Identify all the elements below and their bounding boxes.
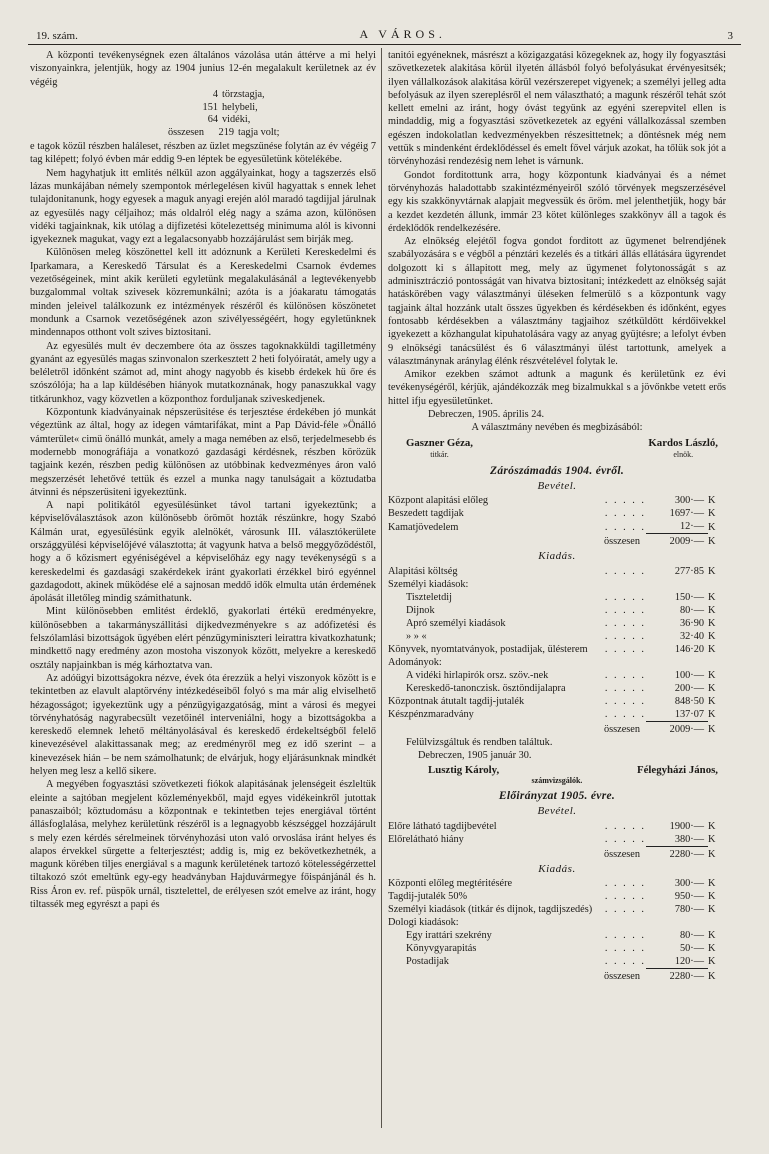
ledger-currency: K [708, 877, 716, 889]
member-count-list [30, 89, 376, 140]
ledger-currency: K [708, 495, 716, 507]
ledger-label: Személyi kiadások (titkár és dijnok, tagdijszedés) [388, 903, 593, 915]
ledger-total-currency: K [708, 970, 716, 982]
ledger-total-label: összesen [603, 723, 640, 735]
ledger-row [388, 604, 726, 617]
ledger-currency: K [708, 565, 716, 577]
ledger-leader: . . . . . [604, 942, 646, 954]
ledger-amount: 1697·— [669, 508, 704, 520]
ledger-row [388, 494, 726, 507]
ledger-amount [646, 656, 708, 669]
ledger-leader: . . . . . [604, 630, 646, 642]
ledger-amount: 300·— [674, 877, 704, 889]
income-title: Bevétel. [537, 479, 577, 492]
ledger-label: Személyi kiadások: [388, 578, 469, 590]
ledger-total-label: összesen [603, 848, 640, 860]
member-total-row [44, 127, 279, 140]
ledger-label: Egy irattári szekrény [406, 929, 492, 941]
ledger-row [388, 695, 726, 708]
ledger-leader: . . . . . [604, 929, 646, 941]
ledger-amount: 120·— [674, 955, 704, 967]
ledger-amount: 100·— [674, 669, 704, 681]
ledger-row [388, 929, 726, 942]
expense-table [388, 565, 726, 736]
audit-line: Felülvizsgáltuk és rendben találtuk. [406, 736, 553, 748]
ledger-currency: K [708, 682, 716, 694]
ledger-leader: . . . . . [604, 820, 646, 832]
ledger-leader: . . . . . [604, 682, 646, 694]
ledger-total-amount: 2280·— [646, 846, 708, 861]
member-count: 64 [207, 114, 218, 126]
member-total-label: összesen [167, 127, 204, 139]
ledger-row [388, 916, 726, 929]
signature-auditor-1: Lusztig Károly, [428, 764, 500, 777]
paragraph: tanitói egyéneknek, másrészt a közigazgatási közegeknek az, hogy ily fogyasztási szövetkezetek alakitása körül ilyetén állásból folyó befolyásukat érvényesitsék; ilyen vállalkozások alakitása körül vezérszerepet vigyenek; a személyi jelleg adta befolyásuk az ilyen szereplésről el nem választható; a magunk részéről tehát szót kellett emelni az iránt, hogy óvást tegyünk az egyéni szerepvitel ellen is mindaddig, mig a fogyasztási szövetkezetek az egyéni vállalkozással szemben egészen indokolatlan kedvezményekben részesittetnek; a döntésnek még nem vettük s mindenként érdeklődéssel és emelt fővel várjuk azokat, ha tőlük sok jót a törvényhozási rendezésig nem lehet is várnunk. [388, 50, 726, 168]
ledger-leader: . . . . . [604, 565, 646, 577]
ledger-amount: 380·— [674, 833, 704, 845]
ledger-row [388, 942, 726, 955]
ledger-label: Központ alapitási előleg [388, 495, 489, 507]
issue-number: 19. szám. [36, 30, 78, 42]
paragraph: Nem hagyhatjuk itt emlités nélkül azon aggályainkat, hogy a tagszerzés első lázas munkájában némely szempontok mérlegelésen kivül hagyattak s ennek lehet tulajdonitanunk, hogy egyesek a maguk anyagi erején alól maradó tagdijjal járulnak az egyesülés nagy céljaihoz; más oldalról elég nagy a száma azon, különösen vidéki tagjainknak, kik utólag a dijfizetési kötelezettség minimuma alól is kivonni igyekeznek magukat, vagy ezt a legalacsonyabb hozzájárulást sem birják meg. [30, 167, 376, 246]
ledger-currency: K [708, 508, 716, 520]
ledger-total-amount: 2280·— [646, 968, 708, 983]
ledger-total-row [388, 968, 726, 983]
ledger-row [388, 820, 726, 833]
ledger-total-amount: 2009·— [646, 534, 708, 549]
ledger-currency: K [708, 890, 716, 902]
budget-income-table [388, 820, 726, 861]
ledger-label: Könyvek, nyomtatványok, postadijak, ülésterem [388, 643, 588, 655]
ledger-currency: K [708, 643, 716, 655]
ledger-leader: . . . . . [604, 695, 646, 707]
ledger-row [388, 903, 726, 916]
signature-president [648, 437, 718, 461]
ledger-row [388, 565, 726, 578]
ledger-currency: K [708, 630, 716, 642]
member-row [194, 102, 258, 115]
ledger-amount [646, 578, 708, 591]
paragraph: A központi tevékenységnek ezen általános vázolása után áttérve a mi helyi viszonyainkra, jelentjük, hogy az 1904 junius 12-én megalakult kerületnek az év végéig [30, 50, 376, 88]
ledger-label: A vidéki hirlapirók orsz. szöv.-nek [406, 669, 549, 681]
closing-accounts-title: Zárószámadás 1904. évről. [490, 464, 624, 477]
mandate-line: A választmány nevében és megbizásából: [471, 422, 643, 434]
paragraph: A megyében fogyasztási szövetkezeti fiókok alapitásának jelenségeit észleltük eleinte a sajtóban megjelent közleményekből, majd egyes vidékeinkről jutottak panaszaiból; köztudomásu a központnak e tekintetben tejes energiával történt állásfoglalása, melyhez kerületünk részéről is a legnagyobb készséggel hozzájárult s mely ezen kérdés sérelmeinek törvényhozási uton való orvoslása iránt helyes és alapos érvekkel sürgette a felterjesztést; addig is, mig ez bekövetkezhetnék, a magunk körében tiljes energiával s a magunk kerületének tartozó kötelességérzettel tiltakozó szót emeltünk egy-egy headványban Hajduvármegye főispánjánál és h. Riss Áron ev. ref. püspök urnál, tisztelettel, de erélyesen szót emelve az iránt, hogy tiltassék meg egyrészt a papi és [30, 779, 376, 910]
ledger-row [388, 682, 726, 695]
ledger-currency [708, 578, 726, 591]
ledger-amount: 150·— [674, 591, 704, 603]
ledger-amount: 780·— [674, 903, 704, 915]
ledger-currency: K [708, 604, 716, 616]
ledger-row [388, 955, 726, 969]
ledger-currency: K [708, 617, 716, 629]
ledger-currency: K [708, 669, 716, 681]
ledger-label: Dologi kiadások: [388, 916, 459, 928]
member-label: törzstagja, [222, 88, 265, 100]
ledger-leader: . . . . . [604, 617, 646, 629]
ledger-label: Kereskedő-tanonczisk. ösztöndijalapra [406, 682, 566, 694]
ledger-label: Tiszteletdij [406, 591, 452, 603]
header-rule [28, 44, 741, 45]
column-divider [381, 48, 382, 1128]
ledger-label: Beszedett tagdijak [388, 508, 464, 520]
income-table [388, 494, 726, 548]
ledger-amount: 137·07 [674, 708, 704, 720]
signature-secretary [406, 437, 473, 461]
budget-income-title: Bevétel. [537, 805, 577, 818]
ledger-currency: K [708, 695, 716, 707]
ledger-currency: K [708, 929, 716, 941]
ledger-label: Apró személyi kiadások [406, 617, 506, 629]
ledger-label: Adományok: [388, 656, 442, 668]
ledger-amount: 277·85 [674, 565, 704, 577]
ledger-leader: . . . . . [604, 834, 646, 846]
ledger-currency: K [708, 521, 716, 533]
auditor-signature-row [388, 764, 726, 776]
ledger-row [388, 890, 726, 903]
ledger-total-amount: 2009·— [646, 721, 708, 736]
ledger-currency: K [708, 709, 716, 720]
budget-title: Előirányzat 1905. évre. [498, 790, 616, 803]
member-total-suffix: tagja volt; [238, 127, 280, 139]
paragraph: Az egyesülés mult év deczembere óta az összes tagoknakküldi tagilletmény gyanánt az egyesülés magas szinvonalon szerkesztett 2 heti folyóiratát, amely ugy a beléletről időnként számot ad, mint ahogy nagyobb és kisebb érdekek hü őre és szószólója; ha a lap küldésében hiányok mutatkoznának, hogy panaszukkal vagy titkárunkhoz, vagy közvetlen a központhoz forduljanak sziveskedjenek. [30, 340, 376, 405]
ledger-total-row [388, 534, 726, 549]
ledger-row [388, 578, 726, 591]
ledger-total-label: összesen [603, 536, 640, 548]
ledger-label: Alapitási költség [388, 565, 458, 577]
member-count: 4 [212, 88, 218, 100]
ledger-leader: . . . . . [604, 669, 646, 681]
ledger-amount: 36·90 [679, 617, 704, 629]
ledger-total-row [388, 721, 726, 736]
paragraph: A napi politikától egyesülésünket távol tartani igyekeztünk; a képviselőválasztások azon különösebb örömöt hozták részünkre, hogy Szabó Kálmán urat, egyesülésünk egyik alelnökét, városunk III. választókerülete országgyülési képviselőjévé választotta; át vagyunk hatva a belső meggyőződéstől, hogy a ő kőzismert egyéniségével a képviselőház egy nagy tevékenységü s a kereskedelmi és gazdasági szakérdekek iránt gyakorlati érzékkel biró egyénnel gazdagodott, akinek müködése elé a sajnosan meddő idők elmulta után érdemének ápolását illetőleg mindig számithatunk. [30, 500, 376, 605]
ledger-leader: . . . . . [604, 495, 646, 507]
ledger-amount [646, 916, 708, 929]
ledger-total-currency: K [708, 848, 716, 860]
ledger-label: Előrelátható hiány [388, 834, 464, 846]
ledger-leader: . . . . . [604, 890, 646, 902]
ledger-total-row [388, 846, 726, 861]
signature-auditor-2: Félegyházi János, [637, 764, 718, 777]
ledger-leader [603, 916, 646, 929]
ledger-row [388, 507, 726, 520]
paragraph: Az adóügyi bizottságokra nézve, évek óta érezzük a helyi viszonyok között is e tekintetben az elavult alaptörvény intézkedéseiből folyó s ma már alig elviselhető hézagosságot; igyekeztünk ugy a pénzügyigazgatóság, mint a városi és megyei törvényhatóság nagyrabecsült vezetőinél interveniálni, hogy a bizottságokba a kereskedő elemnek lehető méltányolásával és kereskedő érdekeltségből felelő kinevezésével alakittassanak meg; az eredményről meg ez idő szerint – a kinevezések hián – be nem számolhatunk; de elvárjuk, hogy eljárásunknak mindkét helyen meg lesz a kellő sikere. [30, 672, 376, 778]
ledger-label: Tagdij-jutalék 50% [388, 890, 468, 902]
auditors-role: számvizsgálók. [531, 776, 583, 786]
ledger-label: Előre látható tagdijbevétel [388, 820, 497, 832]
ledger-label: Készpénzmaradvány [388, 709, 474, 720]
ledger-label: Postadijak [406, 956, 449, 968]
ledger-row [388, 520, 726, 534]
date-line: Debreczen, 1905. április 24. [428, 409, 545, 421]
signature-name: Gaszner Géza, [406, 436, 473, 449]
ledger-total-label: összesen [603, 970, 640, 982]
member-label: helybeli, [222, 101, 258, 113]
ledger-row [388, 656, 726, 669]
ledger-amount: 300·— [674, 495, 704, 507]
ledger-amount: 50·— [679, 942, 704, 954]
ledger-label: » » « [406, 630, 427, 642]
paragraph: Gondot forditottunk arra, hogy központunk kiadványai és a német törvényhozás haladottabb szakintézményeiről szóló törvények megszerzésével egy kis szakkönyvtárnak alapjait megvessük és öröm. mel jelenthetjük, hogy bár a kezdet kezdetén állunk, immár 23 kötet különleges szakkönyv áll a tagok és érdeklődők rendelkezésére. [388, 169, 726, 234]
paragraph: e tagok közül részben haláleset, részben az üzlet megszünése folytán az év végéig 7 tag kilépett; folyó évben már eddig 9-en léptek be egyesületünk kötelékébe. [30, 141, 376, 166]
ledger-amount: 80·— [679, 604, 704, 616]
member-total-count: 219 [218, 127, 234, 139]
ledger-label: Központi előleg megtéritésére [388, 877, 513, 889]
right-column [388, 49, 726, 1139]
ledger-currency [708, 656, 726, 669]
ledger-leader: . . . . . [604, 591, 646, 603]
ledger-amount: 200·— [674, 682, 704, 694]
ledger-row [388, 630, 726, 643]
ledger-leader: . . . . . [604, 903, 646, 915]
paragraph: Központunk kiadványainak népszerüsitése és terjesztése érdekében jó munkát végeztünk az által, hogy az idegen vámtarifákat, mint a Pap Dávid-féle »Önálló vámterület« cimü önálló munkát, amely a maga nemében az első, terjedelmesebb és modernebb monográfiája a vonatkozó gazdasági kérdésnek, részben körözük tagjaink kezén, részben pedig különösen az utóbbinak kedvezményes áron való megszerzését lehetővé tettük és ezzel a munka nagy tanulságait a köztudatba átvinni és népszerüsiteni igyekeztünk. [30, 407, 376, 498]
signature-role: titkár. [430, 449, 449, 459]
ledger-currency: K [708, 903, 716, 915]
ledger-row [388, 833, 726, 847]
ledger-currency: K [708, 834, 716, 846]
ledger-currency [708, 916, 726, 929]
ledger-amount: 146·20 [674, 643, 704, 655]
ledger-currency: K [708, 820, 716, 832]
ledger-row [388, 669, 726, 682]
ledger-amount: 848·50 [674, 695, 704, 707]
ledger-amount: 12·— [679, 521, 704, 533]
ledger-currency: K [708, 956, 716, 968]
ledger-total-currency: K [708, 536, 716, 548]
paragraph: Mint különösebben emlitést érdeklő, gyakorlati értékü eredményekre, különösebben a takarmányszállitási dijkedvezményekre s az adófizetési és felszólamlási bizottságok ügyében elért pénzügyminiszteri leirattra kivatkozhatunk; mindkettő nagy eredmény azon mostoha viszonyok között, melyekre a kereskedő osztály napjainkban is még kárhoztatva van. [30, 606, 376, 671]
ledger-row [388, 643, 726, 656]
paragraph: Amikor ezekben számot adtunk a magunk és kerületünk ez évi tevékenységéről, kérjük, ajándékozzák meg bizalmukkal s a jövőnkbe vetett erős hittel ifju egyesületünket. [388, 369, 726, 407]
ledger-leader: . . . . . [604, 604, 646, 616]
member-count: 151 [202, 101, 218, 113]
ledger-amount: 80·— [679, 929, 704, 941]
date-line: Debreczen, 1905 január 30. [418, 749, 532, 761]
expense-title: Kiadás. [538, 550, 576, 563]
ledger-row [388, 591, 726, 604]
signature-name: Kardos László, [648, 436, 718, 449]
ledger-leader: . . . . . [604, 877, 646, 889]
ledger-leader [602, 656, 646, 669]
page-header [36, 28, 733, 42]
ledger-leader: . . . . . [604, 508, 646, 520]
newspaper-title: A VÁROS. [359, 27, 446, 41]
member-label: vidéki, [222, 114, 251, 126]
ledger-row [388, 877, 726, 890]
left-column [30, 49, 376, 1139]
budget-expense-table [388, 877, 726, 983]
ledger-label: Központnak átutalt tagdij-jutalék [388, 695, 525, 707]
member-row [194, 89, 265, 102]
budget-expense-title: Kiadás. [538, 862, 576, 875]
ledger-leader: . . . . . [604, 521, 646, 533]
signature-role: elnök. [673, 449, 694, 459]
page-number: 3 [727, 30, 733, 42]
member-row [194, 114, 250, 127]
paragraph: Az elnökség elejétől fogva gondot forditott az ügymenet belrendjének szabályozására s e végből a pénztári kezelés és a titkári állás ellátására ügyrendet dolgozott ki s állapitott meg, mely az ügymenet folytonosságát s az adminisztráczió pontosságát van hivatva biztositani; intézkedett az elnökség saját hatáskörében vagy választmányi üléseken felmerülő s a központunk vagy tagjaink által hozzánk utalt összes ügyekben és kérdésekben és időnként, egyes fontosabb kérdésekben a választmány tagjaihoz szétküldött kérdőivekkel igyekezett a közhangulat kipuhatolására vagy az anyag gyüjtésre; a lefolyt évben 9 elnökségi tanácsülést és 6 választmányi ülést tartottunk, amelyek a választmánynak aránylag élénk részvételével folytak le. [388, 236, 726, 367]
paragraph: Különösen meleg köszönettel kell itt adóznunk a Kerületi Kereskedelmi és Iparkamara, a Kereskedő Társulat és a Kereskedelmi Csarnok évdemes vezetőségeinek, mint akik kerületi egyletünk megalakulásánál a legtevékenyebb buzgalommal voltak szivesek közremunkálni; azóta is a jóakaratu támogatás minden jeleivel találkozunk ez intézmények részéről és különösen köszönetet mondunk a Csarnok vezetőségének azon szivélyességéért, hogy egyletünknek mindennapos otthont volt szives biztositani. [30, 247, 376, 339]
ledger-total-currency: K [708, 723, 716, 735]
signature-row [388, 437, 726, 461]
ledger-currency: K [708, 942, 716, 954]
ledger-leader: . . . . . [604, 643, 646, 655]
ledger-currency: K [708, 591, 716, 603]
ledger-row [388, 617, 726, 630]
ledger-leader: . . . . . [604, 956, 646, 968]
ledger-leader [602, 578, 646, 591]
ledger-label: Kamatjövedelem [388, 521, 459, 533]
ledger-amount: 950·— [674, 890, 704, 902]
ledger-amount: 32·40 [679, 630, 704, 642]
ledger-leader: . . . . . [604, 709, 646, 720]
ledger-row [388, 708, 726, 722]
ledger-label: Dijnok [406, 604, 435, 616]
ledger-amount: 1900·— [669, 820, 704, 832]
ledger-label: Könyvgyarapitás [406, 942, 477, 954]
